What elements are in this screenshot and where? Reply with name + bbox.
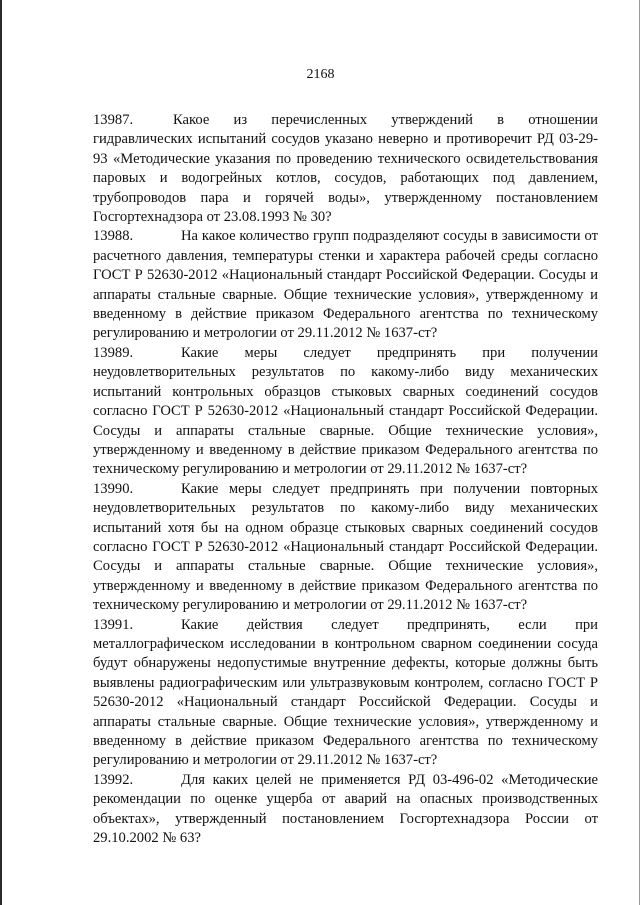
question-13988 — [93, 227, 598, 343]
question-13987 — [93, 111, 598, 227]
question-number: 13989. — [93, 344, 134, 361]
question-number: 13988. — [93, 228, 134, 245]
question-number: 13987. — [93, 112, 134, 128]
question-text: Для каких целей не применяется РД 03-496-02 «Методические рекомендации по оценке ущерба от аварий на опасных производственных объектах», утвержденный постановлением Госгортехнадзора России от 29.10.2002 № 63? — [93, 771, 598, 847]
question-number: 13992. — [93, 771, 134, 788]
question-13992 — [93, 771, 598, 849]
question-13991 — [93, 616, 598, 771]
question-text: Какое из перечисленных утверждений в отношении гидравлических испытаний сосудов указано неверно и противоречит РД 03-29-93 «Методические указания по проведению технического освидетельствования паровых и водогрейных котлов, сосудов, работающих под давлением, трубопроводов пара и горячей воды», утвержденному постановлением Госгортехнадзора от 23.08.1993 № 30? — [93, 112, 598, 226]
question-13989 — [93, 344, 598, 480]
question-number: 13990. — [93, 480, 134, 497]
question-13990 — [93, 480, 598, 616]
page-number: 2168 — [306, 67, 335, 82]
question-list — [93, 111, 598, 848]
question-text: Какие действия следует предпринять, если при металлографическом исследовании в контрольном сварном соединении сосуда будут обнаружены недопустимые внутренние дефекты, которые должны быть выявлены радиографическим или ультразвуковым контролем, согласно ГОСТ Р 52630-2012 «Национальный стандарт Российской Федерации. Сосуды и аппараты стальные сварные. Общие технические условия», утвержденному и введенному в действие приказом Федерального агентства по техническому регулированию и метрологии от 29.11.2012 № 1637-ст? — [93, 616, 598, 769]
question-number: 13991. — [93, 616, 134, 633]
question-text: Какие меры следует предпринять при получении неудовлетворительных результатов по какому-либо виду механических испытаний контрольных образцов стыковых сварных соединений сосудов согласно ГОСТ Р 52630-2012 «Национальный стандарт Российской Федерации. Сосуды и аппараты стальные сварные. Общие технические условия», утвержденному и введенному в действие приказом Федерального агентства по техническому регулированию и метрологии от 29.11.2012 № 1637-ст? — [93, 344, 598, 478]
question-text: Какие меры следует предпринять при получении повторных неудовлетворительных результатов по какому-либо виду механических испытаний хотя бы на одном образце стыковых сварных соединений сосудов согласно ГОСТ Р 52630-2012 «Национальный стандарт Российской Федерации. Сосуды и аппараты стальные сварные. Общие технические условия», утвержденному и введенному в действие приказом Федерального агентства по техническому регулированию и метрологии от 29.11.2012 № 1637-ст? — [93, 480, 598, 614]
question-text: На какое количество групп подразделяют сосуды в зависимости от расчетного давления, температуры стенки и характера рабочей среды согласно ГОСТ Р 52630-2012 «Национальный стандарт Российской Федерации. Сосуды и аппараты стальные сварные. Общие технические условия», утвержденному и введенному в действие приказом Федерального агентства по техническому регулированию и метрологии от 29.11.2012 № 1637-ст? — [93, 228, 598, 342]
